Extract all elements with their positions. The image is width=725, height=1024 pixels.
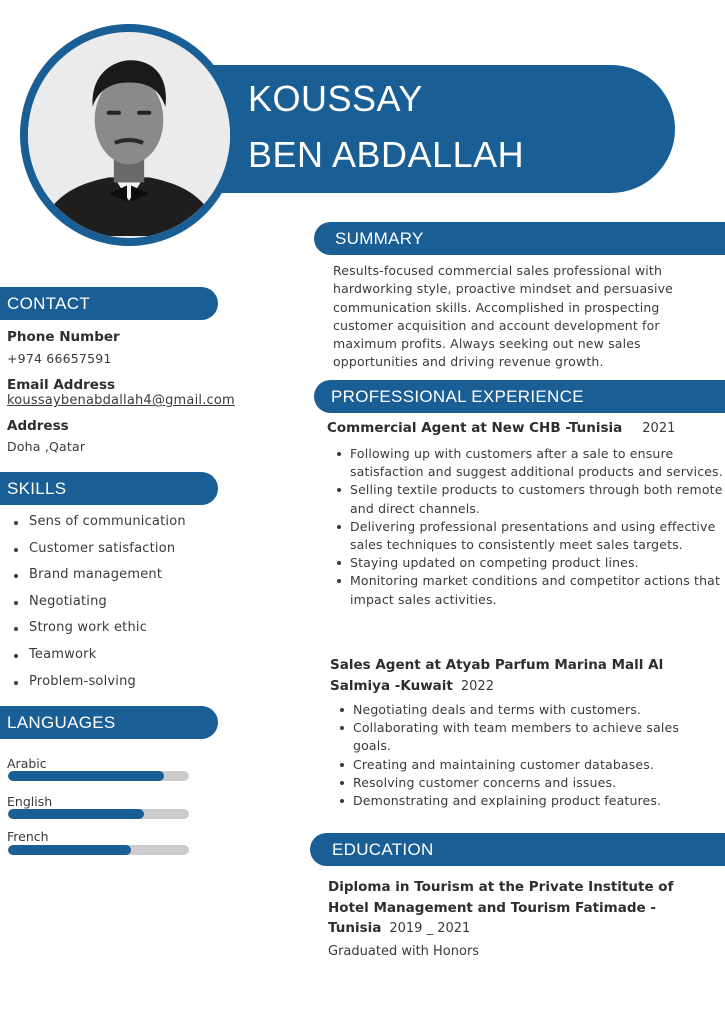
degree-text: Diploma in Tourism at the Private Institute of Hotel Management and Tourism Fatimade -Tunisia (328, 879, 674, 936)
duty-item: Selling textile products to customers through both remote and direct channels. (332, 481, 724, 517)
contact-section-header: CONTACT (0, 287, 218, 320)
duty-item: Resolving customer concerns and issues. (335, 774, 720, 792)
duty-item: Staying updated on competing product lines. (332, 554, 724, 572)
skill-item: Problem-solving (14, 674, 186, 701)
language-level-fill (8, 845, 131, 855)
language-level-fill (8, 809, 144, 819)
portrait-image (28, 32, 230, 238)
education-note: Graduated with Honors (328, 944, 480, 959)
language-name-arabic: Arabic (7, 756, 47, 771)
language-level-fill (8, 771, 164, 781)
experience-section-header: PROFESSIONAL EXPERIENCE (314, 380, 725, 413)
skill-item: Strong work ethic (14, 620, 186, 647)
profile-photo-frame (20, 24, 238, 246)
education-degree (328, 877, 708, 940)
job-duties-list (335, 701, 720, 810)
email-label: Email Address (7, 377, 116, 393)
skills-list (14, 514, 186, 700)
skill-item: Brand management (14, 567, 186, 594)
skill-item: Teamwork (14, 647, 186, 674)
language-bar-english (8, 809, 189, 819)
job-year: 2021 (642, 421, 676, 436)
summary-section-header: SUMMARY (314, 222, 725, 255)
languages-section-header: LANGUAGES (0, 706, 218, 739)
skill-item: Sens of communication (14, 514, 186, 541)
skill-item: Negotiating (14, 594, 186, 621)
job-title (327, 418, 707, 439)
job-title-text: Sales Agent at Atyab Parfum Marina Mall Al Salmiya -Kuwait (330, 657, 664, 694)
email-link[interactable]: koussaybenabdallah4@gmail.com (7, 393, 235, 408)
duty-item: Delivering professional presentations and using effective sales techniques to consistently meet sales targets. (332, 518, 724, 554)
duty-item: Monitoring market conditions and competitor actions that impact sales activities. (332, 572, 724, 608)
duty-item: Demonstrating and explaining product features. (335, 792, 720, 810)
first-name: KOUSSAY (248, 78, 423, 119)
phone-label: Phone Number (7, 329, 120, 345)
skill-item: Customer satisfaction (14, 541, 186, 568)
education-section-header: EDUCATION (310, 833, 725, 866)
job-year: 2022 (460, 679, 494, 694)
job-duties-list (332, 445, 724, 609)
education-years: 2019 _ 2021 (389, 921, 471, 936)
address-value: Doha ,Qatar (7, 439, 86, 454)
language-name-french: French (7, 829, 49, 844)
job-title-text: Commercial Agent at New CHB -Tunisia (327, 420, 623, 436)
summary-text: Results-focused commercial sales professional with hardworking style, proactive mindset and persuasive communication skills. Accomplished in prospecting customer acquisition and account development for maximum profits. Always seeking out new sales opportunities and driving revenue growth. (333, 263, 673, 370)
language-bar-arabic (8, 771, 189, 781)
language-name-english: English (7, 794, 53, 809)
phone-value: +974 66657591 (7, 351, 112, 366)
duty-item: Creating and maintaining customer databases. (335, 756, 720, 774)
language-bar-french (8, 845, 189, 855)
last-name: BEN ABDALLAH (248, 134, 525, 175)
duty-item: Negotiating deals and terms with customers. (335, 701, 720, 719)
skills-section-header: SKILLS (0, 472, 218, 505)
profile-photo (28, 32, 230, 238)
duty-item: Collaborating with team members to achieve sales goals. (335, 719, 720, 755)
job-title (330, 655, 675, 697)
address-label: Address (7, 418, 69, 434)
duty-item: Following up with customers after a sale to ensure satisfaction and suggest additional products and services. (332, 445, 724, 481)
